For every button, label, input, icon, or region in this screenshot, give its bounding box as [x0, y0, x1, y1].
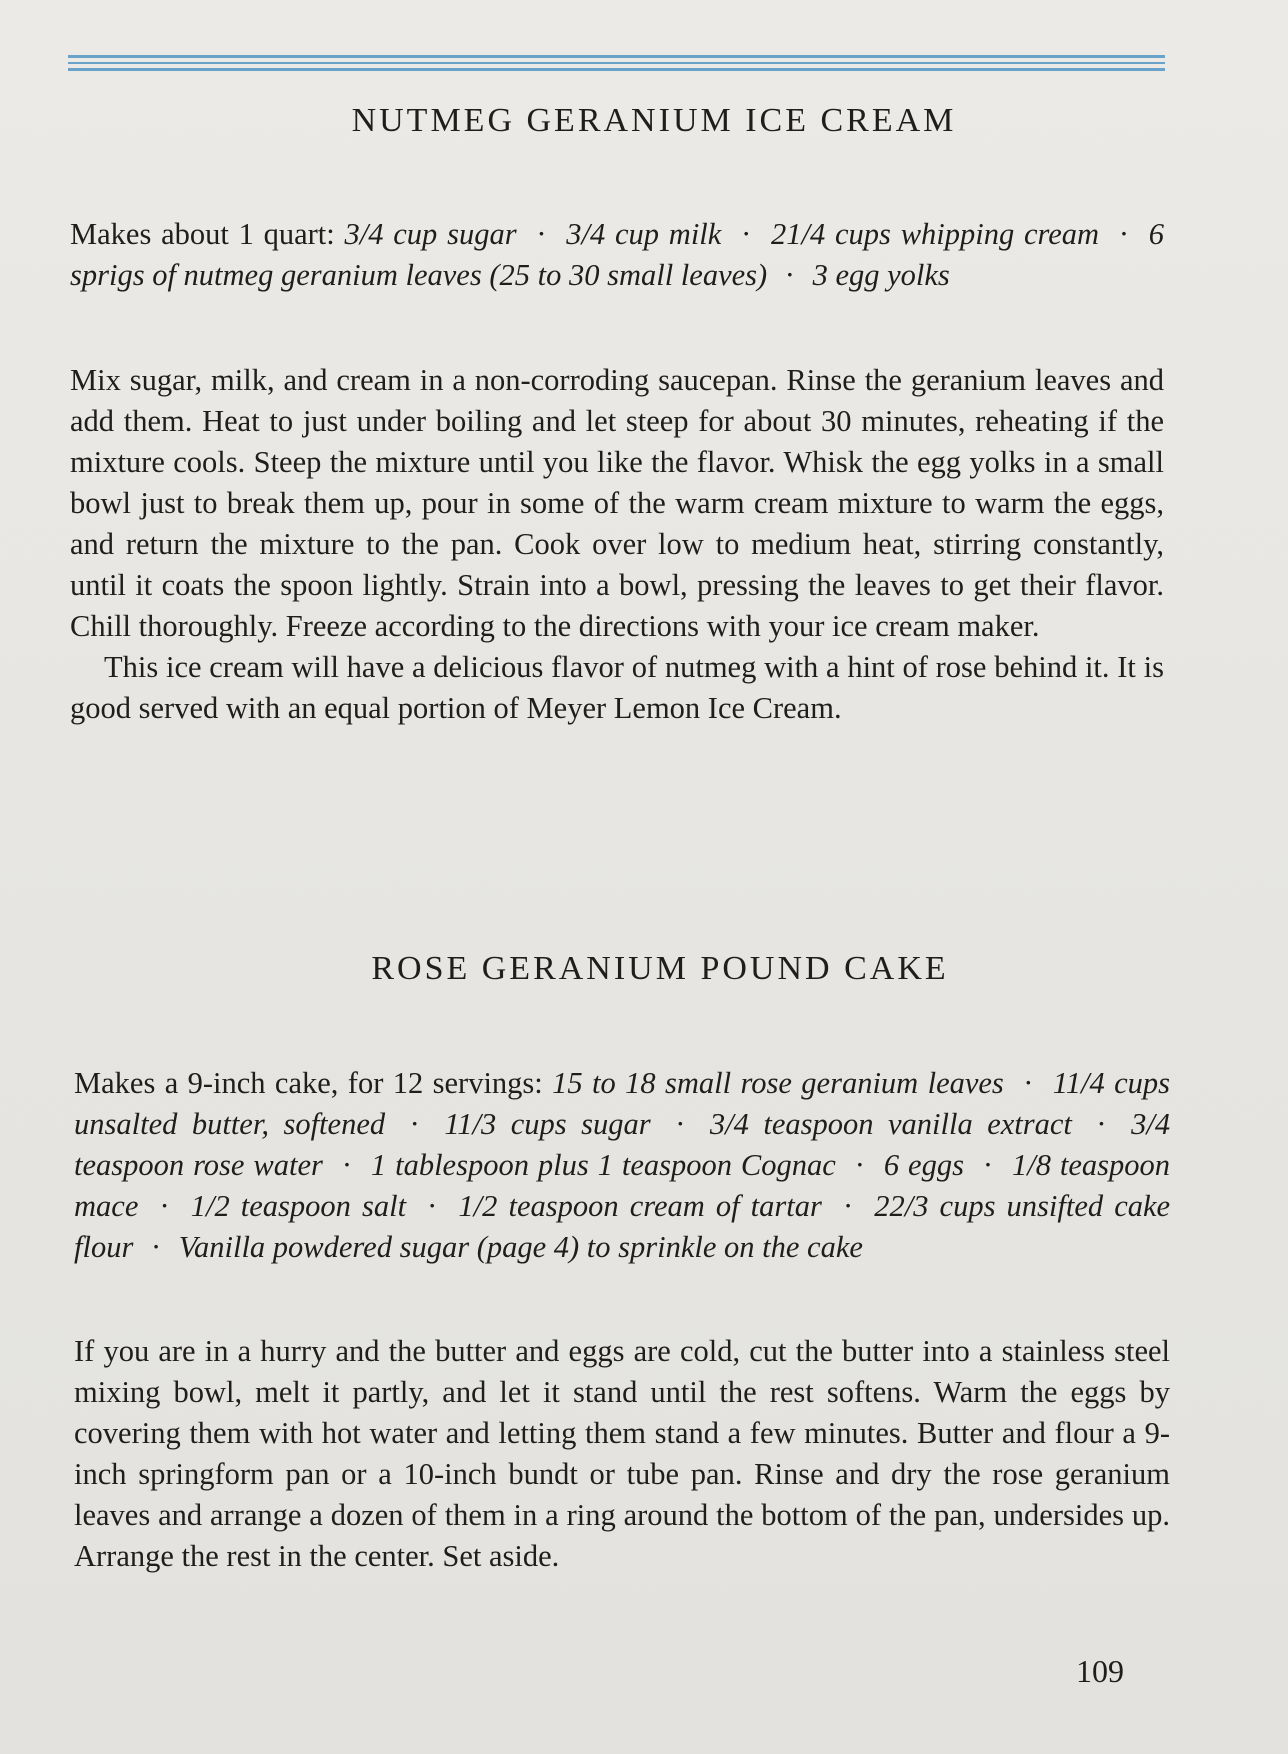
- ingredient: Vanilla powdered sugar (page 4) to sprinkle on the cake: [178, 1230, 863, 1264]
- method-paragraph: If you are in a hurry and the butter and eggs are cold, cut the butter into a stainless steel mixing bowl, melt it partly, and let it stand until the rest softens. Warm the eggs by covering them with hot water and letting them stand a few minutes. Butter and flour a 9-inch springform pan or a 10-inch bundt or tube pan. Rinse and dry the rose geranium leaves and arrange a dozen of them in a ring around the bottom of the pan, undersides up. Arrange the rest in the center. Set aside.: [74, 1334, 1170, 1573]
- recipe-title: ROSE GERANIUM POUND CAKE: [371, 950, 949, 987]
- separator-dot: ·: [741, 217, 752, 251]
- ingredient: 15 to 18 small rose geranium leaves: [552, 1066, 1004, 1100]
- ingredient-list: [74, 1063, 1170, 1268]
- separator-dot: ·: [784, 258, 795, 292]
- ingredient: 1/8 teaspoon mace: [74, 1148, 1171, 1223]
- ingredient: 22/3 cups unsifted cake flour: [74, 1189, 1171, 1264]
- separator-dot: ·: [150, 1230, 162, 1264]
- ingredient: 3/4 teaspoon rose water: [74, 1107, 1171, 1182]
- separator-dot: ·: [159, 1189, 170, 1223]
- method-paragraph: This ice cream will have a delicious flavor of nutmeg with a hint of rose behind it. It is good served with an equal portion of Meyer Lemon Ice Cream.: [70, 650, 1164, 725]
- ingredient: 1/2 teaspoon cream of tartar: [458, 1189, 822, 1223]
- separator-dot: ·: [1023, 1066, 1034, 1100]
- header-rule: [68, 55, 1165, 58]
- ingredient: 3/4 cup sugar: [344, 217, 517, 251]
- ingredient: 1 tablespoon plus 1 teaspoon Cognac: [370, 1148, 836, 1182]
- page-number: 109: [1076, 1653, 1124, 1689]
- recipe-method: [74, 1331, 1170, 1577]
- method-paragraph: Mix sugar, milk, and cream in a non-corroding saucepan. Rinse the geranium leaves and add them. Heat to just under boiling and let steep for about 30 minutes, reheating if the mixture cools. Steep the mixture until you like the flavor. Whisk the egg yolks in a small bowl just to break them up, pour in some of the warm cream mixture to warm the eggs, and return the mixture to the pan. Cook over low to medium heat, stirring constantly, until it coats the spoon lightly. Strain into a bowl, pressing the leaves to get their flavor. Chill thoroughly. Freeze according to the directions with your ice cream maker.: [70, 363, 1164, 643]
- ingredient: 3 egg yolks: [812, 258, 950, 292]
- recipe-method: [70, 360, 1164, 729]
- yield-label: Makes about 1 quart:: [70, 217, 345, 251]
- ingredient: 3/4 cup milk: [566, 217, 722, 251]
- header-rule: [68, 68, 1165, 71]
- separator-dot: ·: [854, 1148, 865, 1182]
- ingredient: 6 sprigs of nutmeg geranium leaves (25 to 30 small leaves): [70, 217, 1165, 292]
- recipe-title: NUTMEG GERANIUM ICE CREAM: [351, 102, 957, 139]
- separator-dot: ·: [341, 1148, 352, 1182]
- separator-dot: ·: [675, 1107, 686, 1141]
- separator-dot: ·: [1096, 1107, 1107, 1141]
- ingredient-list: [70, 214, 1164, 296]
- ingredient: 6 eggs: [883, 1148, 964, 1182]
- separator-dot: ·: [427, 1189, 438, 1223]
- ingredient: 11/3 cups sugar: [444, 1107, 651, 1141]
- ingredient: 11/4 cups unsalted butter, softened: [74, 1066, 1171, 1141]
- ingredient: 1/2 teaspoon salt: [190, 1189, 407, 1223]
- header-rule: [68, 62, 1165, 64]
- yield-label: Makes a 9-inch cake, for 12 servings:: [74, 1066, 553, 1100]
- separator-dot: ·: [842, 1189, 854, 1223]
- ingredient: 3/4 teaspoon vanilla extract: [709, 1107, 1072, 1141]
- separator-dot: ·: [409, 1107, 420, 1141]
- separator-dot: ·: [1118, 217, 1130, 251]
- separator-dot: ·: [536, 217, 547, 251]
- separator-dot: ·: [982, 1148, 994, 1182]
- ingredient: 21/4 cups whipping cream: [771, 217, 1100, 251]
